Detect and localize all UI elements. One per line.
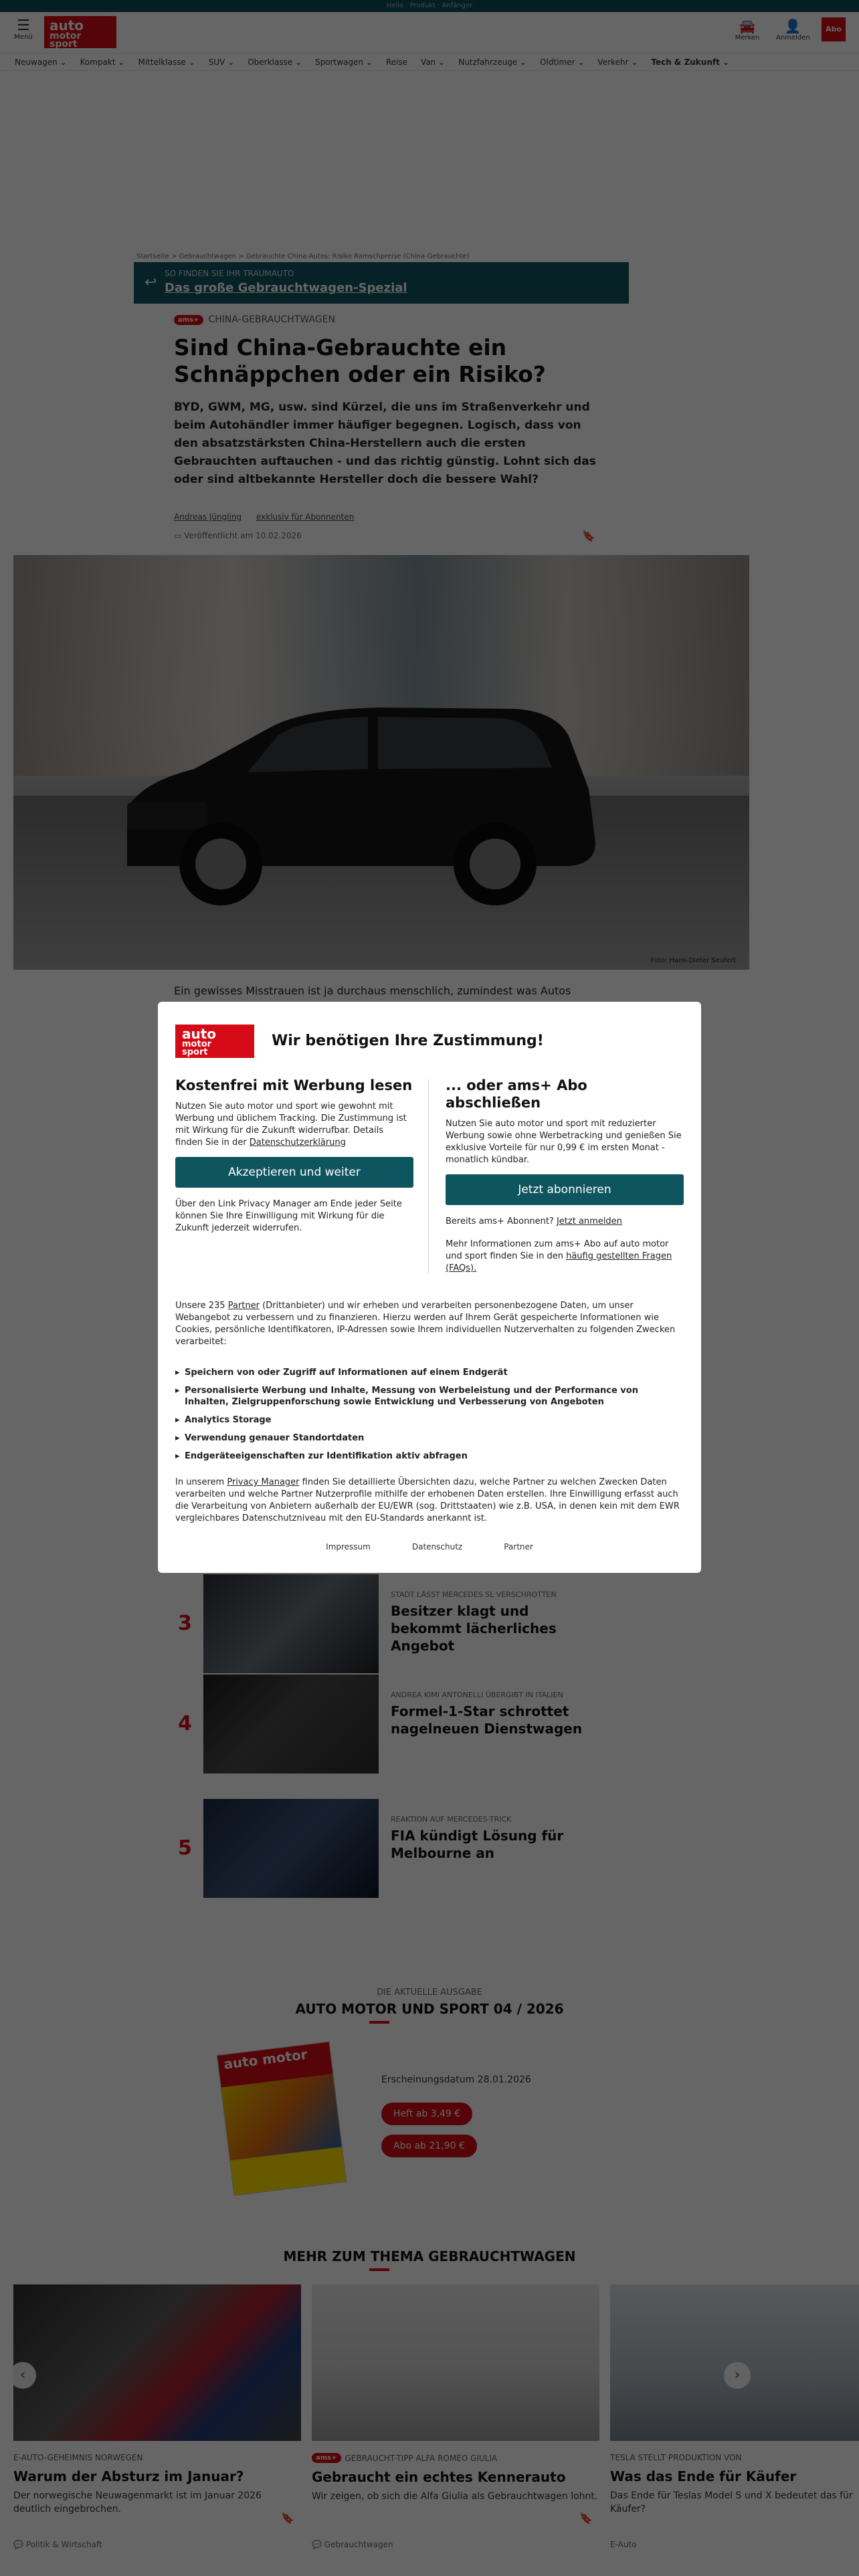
consent-dialog — [158, 1002, 701, 1573]
partners-link[interactable]: Partner — [227, 1301, 260, 1311]
imprint-link[interactable]: Impressum — [326, 1542, 371, 1551]
logo-word-2: motor — [182, 1039, 212, 1049]
partners-intro-a: Unsere 235 — [175, 1301, 225, 1311]
logo-word-1: auto — [182, 1026, 217, 1042]
pm-body: finden Sie detaillierte Übersichten dazu, welche Partner zu welchen Zwecken Daten verarbeiten und welche Partner Nutzerprofile mithilfe der erhobenen Daten erstellen. Ihre Einwilligung erfasst auch die Verarbeitung von Anbietern außerhalb der EU/EWR (sog. Drittstaaten) wie z.B. USA, in denen kein mit dem EWR vergleichbares Datenschutzniveau mit den EU-Standards anerkannt ist. — [175, 1477, 680, 1523]
logo-word-3: sport — [182, 1047, 208, 1057]
partners-intro — [175, 1300, 684, 1348]
free-option-heading: Kostenfrei mit Werbung lesen — [175, 1077, 413, 1093]
subscribe-option-heading: ... oder ams+ Abo abschließen — [446, 1077, 587, 1111]
subscribe-option-text: Nutzen Sie auto motor und sport mit reduzierter Werbung sowie ohne Werbetracking und genießen Sie exklusive Vorteile für nur 0,99 € im ersten Monat - monatlich kündbar. — [446, 1119, 682, 1165]
purpose-item[interactable]: ▸ Verwendung genauer Standortdaten — [175, 1432, 684, 1444]
faq-link[interactable]: häufig gestellten Fragen (FAQs). — [446, 1251, 672, 1273]
revoke-note: Über den Link Privacy Manager am Ende jeder Seite können Sie Ihre Einwilligung mit Wirkung für die Zukunft jederzeit widerrufen. — [175, 1199, 402, 1233]
column-divider — [428, 1079, 429, 1273]
privacy-manager-link[interactable]: Privacy Manager — [227, 1477, 300, 1487]
faq-row — [446, 1239, 684, 1275]
partner-link[interactable]: Partner — [504, 1542, 533, 1551]
already-subscriber-row — [446, 1216, 684, 1228]
accept-button[interactable]: Akzeptieren und weiter — [175, 1157, 413, 1188]
purpose-item[interactable]: ▸ Analytics Storage — [175, 1414, 684, 1426]
purpose-list — [175, 1367, 684, 1469]
free-option-body: Nutzen Sie auto motor und sport wie gewohnt mit Werbung und üblichem Tracking. Die Zustimmung ist mit Wirkung für die Zukunft widerrufbar. Details finden Sie in der — [175, 1101, 407, 1148]
privacy-policy-link[interactable]: Datenschutzerklärung — [249, 1138, 346, 1148]
login-link[interactable]: Jetzt anmelden — [556, 1216, 622, 1226]
purpose-item[interactable]: ▸ Speichern von oder Zugriff auf Informationen auf einem Endgerät — [175, 1367, 684, 1378]
purpose-item[interactable]: ▸ Endgeräteeigenschaften zur Identifikation aktiv abfragen — [175, 1451, 684, 1462]
subscribe-option-column — [446, 1077, 684, 1275]
consent-title: Wir benötigen Ihre Zustimmung! — [272, 1033, 544, 1049]
consent-footer-links — [158, 1542, 701, 1551]
consent-logo — [175, 1025, 254, 1058]
privacy-link[interactable]: Datenschutz — [411, 1542, 463, 1551]
subscribe-button[interactable]: Jetzt abonnieren — [446, 1174, 684, 1205]
free-option-text — [175, 1101, 413, 1149]
more-info-text: Mehr Informationen zum ams+ Abo auf auto motor und sport finden Sie in den — [446, 1239, 669, 1261]
already-subscriber-text: Bereits ams+ Abonnent? — [446, 1216, 554, 1226]
privacy-manager-text — [175, 1477, 684, 1525]
purpose-item[interactable]: ▸ Personalisierte Werbung und Inhalte, Messung von Werbeleistung und der Performance von Inhalten, Zielgruppenforschung sowie Entwicklung und Verbesserung von Angeboten — [175, 1385, 684, 1408]
pm-intro: In unserem — [175, 1477, 225, 1487]
partners-intro-b: (Drittanbieter) und wir erheben und verarbeiten personenbezogene Daten, um unser Webangebot zu verbessern und zu finanzieren. Hierzu werden auf Ihrem Gerät gespeicherte Informationen wie Cookies, persönliche Identifikatoren, IP-Adressen sowie Ihrem individuellen Nutzerverhalten zu folgenden Zwecken verarbeitet: — [175, 1301, 676, 1347]
free-option-column — [175, 1077, 413, 1235]
